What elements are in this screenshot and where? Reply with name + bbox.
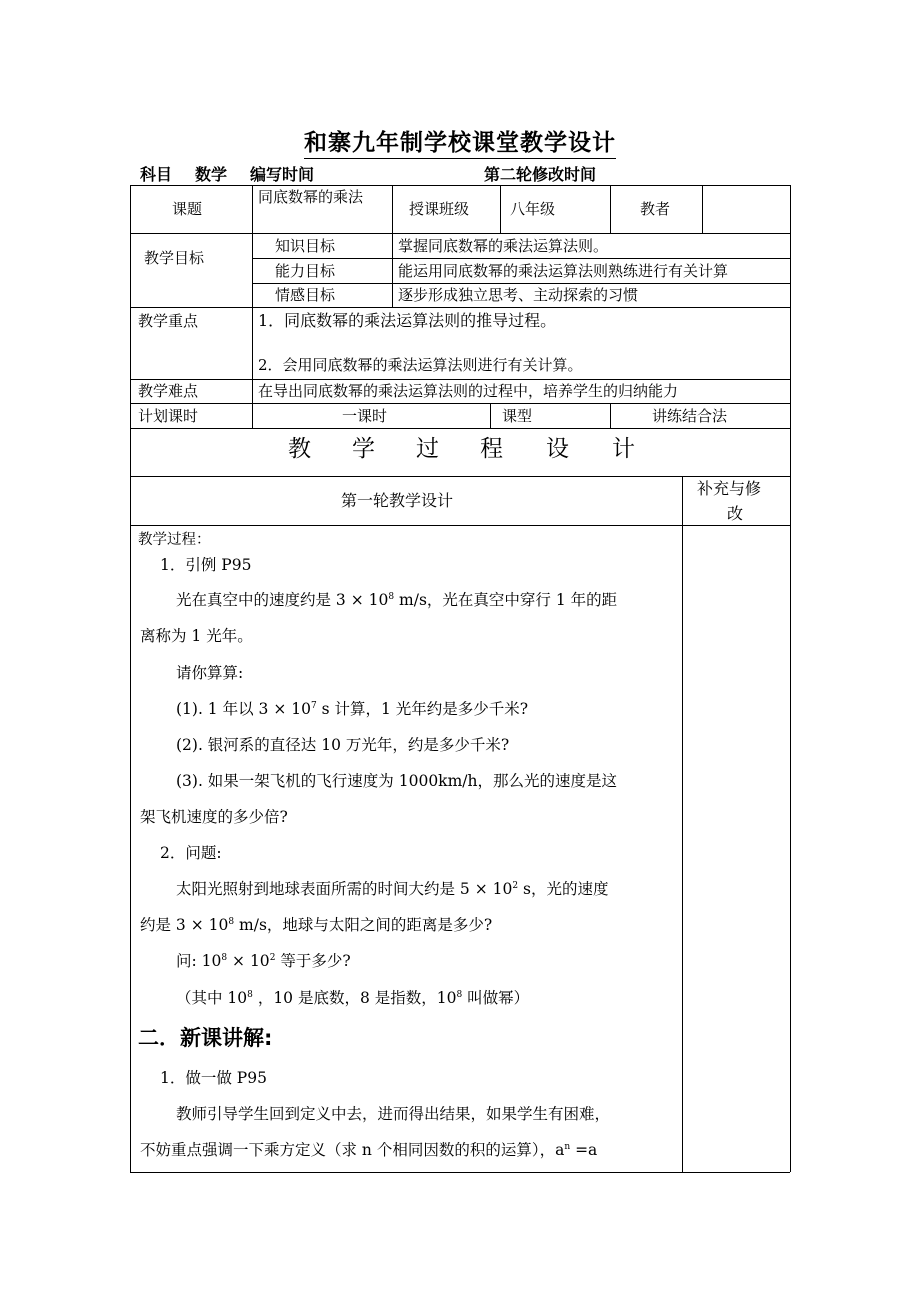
hours-value: 一课时 xyxy=(342,407,388,425)
table-rule xyxy=(702,185,703,233)
write-time-label: 编写时间 xyxy=(250,165,315,184)
supplement-label-2: 改 xyxy=(727,504,744,523)
light-speed-line-2: 离称为 1 光年。 xyxy=(140,627,253,645)
table-rule xyxy=(130,307,790,308)
question-3-line-2: 架飞机速度的多少倍? xyxy=(140,808,288,826)
table-rule xyxy=(252,185,253,428)
teacher-guide-line-2: 不妨重点强调一下乘方定义（求 n 个相同因数的积的运算），$a^n =a$ xyxy=(140,1141,598,1159)
question-product: 问: $10^8 \times 10^2$ 等于多少? xyxy=(176,952,351,970)
section-try: 1．做一做 P95 xyxy=(160,1069,267,1087)
difficulty-label: 教学难点 xyxy=(138,382,199,400)
table-rule xyxy=(790,185,791,1172)
table-rule xyxy=(610,403,611,428)
key-label: 教学重点 xyxy=(138,312,199,330)
question-3-line-1: (3). 如果一架飞机的飞行速度为 1000km/h，那么光的速度是这 xyxy=(176,772,617,790)
document-title: 和寨九年制学校课堂教学设计 xyxy=(0,124,920,157)
goal-value-knowledge: 掌握同底数幂的乘法运算法则。 xyxy=(398,237,609,255)
type-value: 讲练结合法 xyxy=(652,407,728,425)
section-problem: 2．问题: xyxy=(160,844,222,862)
table-rule xyxy=(252,258,790,259)
goal-label-knowledge: 知识目标 xyxy=(275,237,336,255)
new-lesson-heading: 二．新课讲解: xyxy=(138,1026,273,1050)
type-label: 课型 xyxy=(502,407,533,425)
process-char-6: 计 xyxy=(612,436,637,462)
class-label: 授课班级 xyxy=(409,200,470,218)
goal-label-emotion: 情感目标 xyxy=(275,286,336,304)
light-speed-line-1: 光在真空中的速度约是 $3 \times 10^8$ m/s，光在真空中穿行 1 年的距 xyxy=(176,591,618,609)
table-rule xyxy=(130,233,790,234)
section-intro: 1．引例 P95 xyxy=(160,556,252,574)
table-rule xyxy=(130,476,790,477)
goal-value-ability: 能运用同底数幂的乘法运算法则熟练进行有关计算 xyxy=(398,262,729,280)
table-rule xyxy=(130,379,790,380)
please-calc: 请你算算: xyxy=(176,664,244,682)
table-rule xyxy=(130,403,790,404)
difficulty-value: 在导出同底数幂的乘法运算法则的过程中，培养学生的归纳能力 xyxy=(258,382,679,400)
revise-time-label: 第二轮修改时间 xyxy=(484,165,597,184)
teacher-guide-line-1: 教师引导学生回到定义中去，进而得出结果，如果学生有困难， xyxy=(176,1105,611,1123)
table-rule xyxy=(130,428,790,429)
table-rule xyxy=(392,185,393,233)
table-rule xyxy=(610,185,611,233)
process-char-3: 过 xyxy=(416,436,441,462)
table-rule xyxy=(490,403,491,428)
table-rule xyxy=(130,185,131,1172)
goal-label-ability: 能力目标 xyxy=(275,262,336,280)
table-rule xyxy=(252,283,790,284)
subject-label: 科目 xyxy=(140,165,173,184)
table-rule xyxy=(130,1172,790,1173)
goal-value-emotion: 逐步形成独立思考、主动探索的习惯 xyxy=(398,286,639,304)
question-1: (1). 1 年以 $3 \times 10^7$ s 计算，1 光年约是多少千米? xyxy=(176,700,529,718)
process-char-1: 教 xyxy=(288,436,313,462)
process-heading: 教学过程： xyxy=(138,532,211,548)
table-rule xyxy=(392,233,393,307)
class-value: 八年级 xyxy=(510,200,556,218)
process-char-2: 学 xyxy=(352,436,377,462)
subject-value: 数学 xyxy=(195,165,228,184)
supplement-label-1: 补充与修 xyxy=(697,479,762,498)
process-char-5: 设 xyxy=(546,436,571,462)
table-rule xyxy=(130,185,790,186)
topic-label: 课题 xyxy=(172,200,203,218)
hours-label: 计划课时 xyxy=(138,407,199,425)
key-item-1: 1．同底数幂的乘法运算法则的推导过程。 xyxy=(258,311,557,330)
key-item-2: 2．会用同底数幂的乘法运算法则进行有关计算。 xyxy=(258,356,583,374)
table-rule xyxy=(682,476,683,1172)
teacher-label: 教者 xyxy=(640,200,671,218)
question-2: (2). 银河系的直径达 10 万光年，约是多少千米? xyxy=(176,736,510,754)
table-rule xyxy=(500,185,501,233)
table-rule xyxy=(130,525,790,526)
goals-label: 教学目标 xyxy=(144,249,205,267)
sunlight-line-2: 约是 $3 \times 10^8$ m/s，地球与太阳之间的距离是多少? xyxy=(140,916,493,934)
process-char-4: 程 xyxy=(480,436,505,462)
power-explanation: （其中 $10^8$ ，10 是底数，8 是指数，$10^8$ 叫做幂） xyxy=(176,989,530,1007)
first-round-label: 第一轮教学设计 xyxy=(341,491,454,510)
topic-value: 同底数幂的乘法 xyxy=(258,188,364,206)
sunlight-line-1: 太阳光照射到地球表面所需的时间大约是 $5 \times 10^2$ s，光的速度 xyxy=(176,880,609,898)
